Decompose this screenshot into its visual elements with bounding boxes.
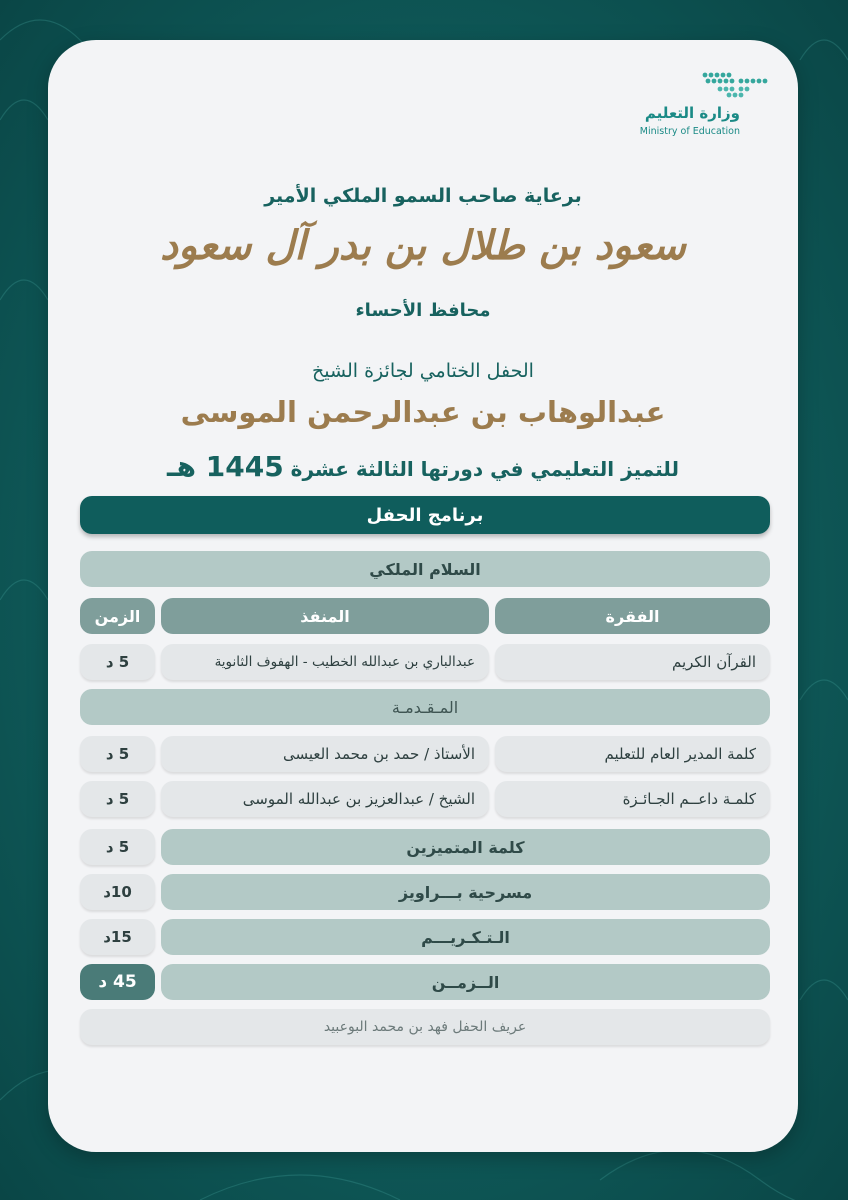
distinguished-speech-time: 5 د <box>80 829 155 865</box>
hijri-year: 1445 هـ <box>167 450 284 483</box>
quran-executor: عبدالباري بن عبدالله الخطيب - الهفوف الثانوية <box>161 644 489 680</box>
sponsor-speech-item: كلمـة داعــم الجـائـزة <box>495 781 770 817</box>
total-time-value: 45 د <box>80 964 155 1000</box>
program-card <box>48 40 798 1152</box>
director-speech-item: كلمة المدير العام للتعليم <box>495 736 770 772</box>
ministry-logo <box>639 70 770 180</box>
director-speech-time: 5 د <box>80 736 155 772</box>
royal-anthem-row: السلام الملكي <box>80 551 770 587</box>
play-time: 10د <box>80 874 155 910</box>
header-item: الفقرة <box>495 598 770 634</box>
excellence-line <box>48 450 798 483</box>
quran-time: 5 د <box>80 644 155 680</box>
total-time-label: الــزمــن <box>161 964 770 1000</box>
program-title-bar: برنامج الحفل <box>80 496 770 534</box>
header-time: الزمن <box>80 598 155 634</box>
prince-name-calligraphy: سعود بن طلال بن بدر آل سعود <box>160 222 686 269</box>
sponsor-speech-time: 5 د <box>80 781 155 817</box>
director-speech-executor: الأستاذ / حمد بن محمد العيسى <box>161 736 489 772</box>
play-item: مسرحية بـــراويز <box>161 874 770 910</box>
distinguished-speech-item: كلمة المتميزين <box>161 829 770 865</box>
quran-item: القرآن الكريم <box>495 644 770 680</box>
ministry-name-arabic: وزارة التعليم <box>644 104 740 122</box>
governor-title: محافظ الأحساء <box>355 300 491 321</box>
award-name: عبدالوهاب بن عبدالرحمن الموسى <box>180 395 666 429</box>
ministry-name-english: Ministry of Education <box>639 126 740 137</box>
honoring-time: 15د <box>80 919 155 955</box>
ministry-logo-icon <box>700 70 770 100</box>
excellence-text: للتميز التعليمي في دورتها الثالثة عشرة <box>290 457 679 481</box>
patron-line: برعاية صاحب السمو الملكي الأمير <box>264 185 582 207</box>
host-row: عريف الحفل فهد بن محمد البوعبيد <box>80 1009 770 1045</box>
closing-ceremony-line: الحفل الختامي لجائزة الشيخ <box>312 360 534 382</box>
sponsor-speech-executor: الشيخ / عبدالعزيز بن عبدالله الموسى <box>161 781 489 817</box>
introduction-row: المـقـدمـة <box>80 689 770 725</box>
header-executor: المنفذ <box>161 598 489 634</box>
honoring-item: الـتـكـريـــم <box>161 919 770 955</box>
